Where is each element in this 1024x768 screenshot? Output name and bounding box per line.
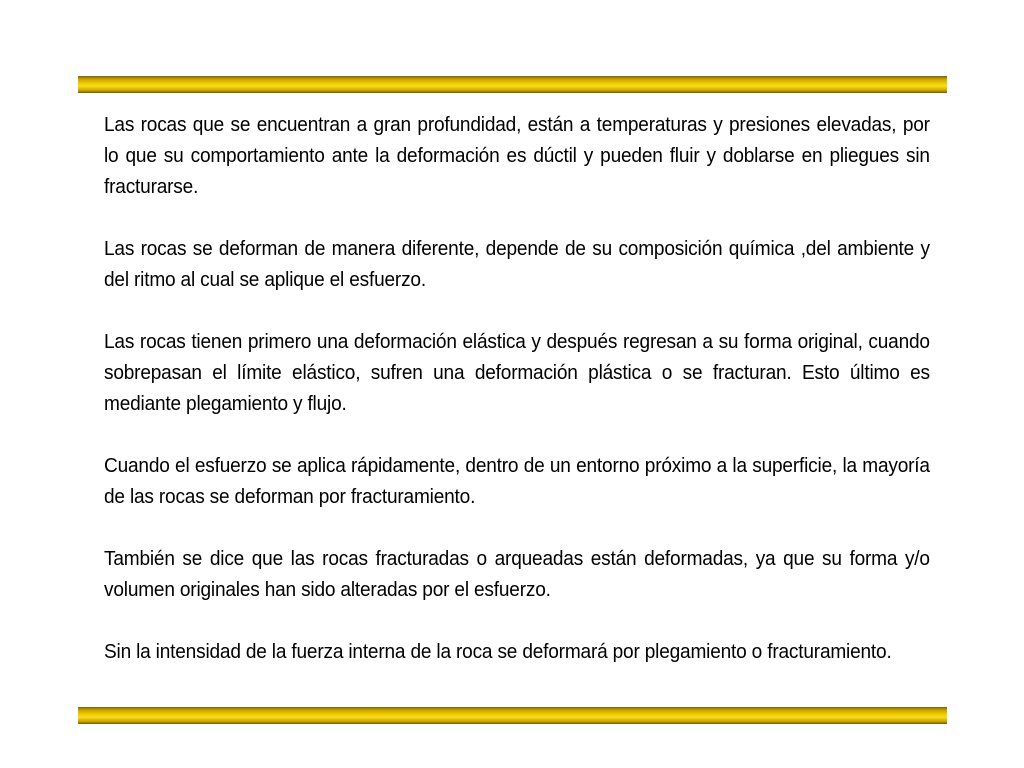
paragraph-elastic-plastic: Las rocas tienen primero una deformación elástica y después regresan a su forma original, cuando sobrepasan el límite elástico, sufren una deformación plástica o se fracturan. Esto último es mediante plegamiento y flujo. <box>104 330 930 415</box>
paragraph-internal-force: Sin la intensidad de la fuerza interna de la roca se deformará por plegamiento o fracturamiento. <box>104 640 892 663</box>
paragraph-rapid-stress: Cuando el esfuerzo se aplica rápidamente, dentro de un entorno próximo a la superficie, la mayoría de las rocas se deforman por fracturamiento. <box>104 454 930 508</box>
top-gold-bar <box>78 76 947 93</box>
slide-body-text <box>104 109 930 667</box>
bottom-gold-bar <box>78 707 947 724</box>
paragraph-deep-rocks: Las rocas que se encuentran a gran profundidad, están a temperaturas y presiones elevadas, por lo que su comportamiento ante la deformación es dúctil y pueden fluir y doblarse en pliegues sin fracturarse. <box>104 113 930 198</box>
paragraph-deformation-factors: Las rocas se deforman de manera diferente, depende de su composición química ,del ambiente y del ritmo al cual se aplique el esfuerzo. <box>104 237 930 291</box>
paragraph-fractured-rocks: También se dice que las rocas fracturadas o arqueadas están deformadas, ya que su forma y/o volumen originales han sido alteradas por el esfuerzo. <box>104 547 930 601</box>
